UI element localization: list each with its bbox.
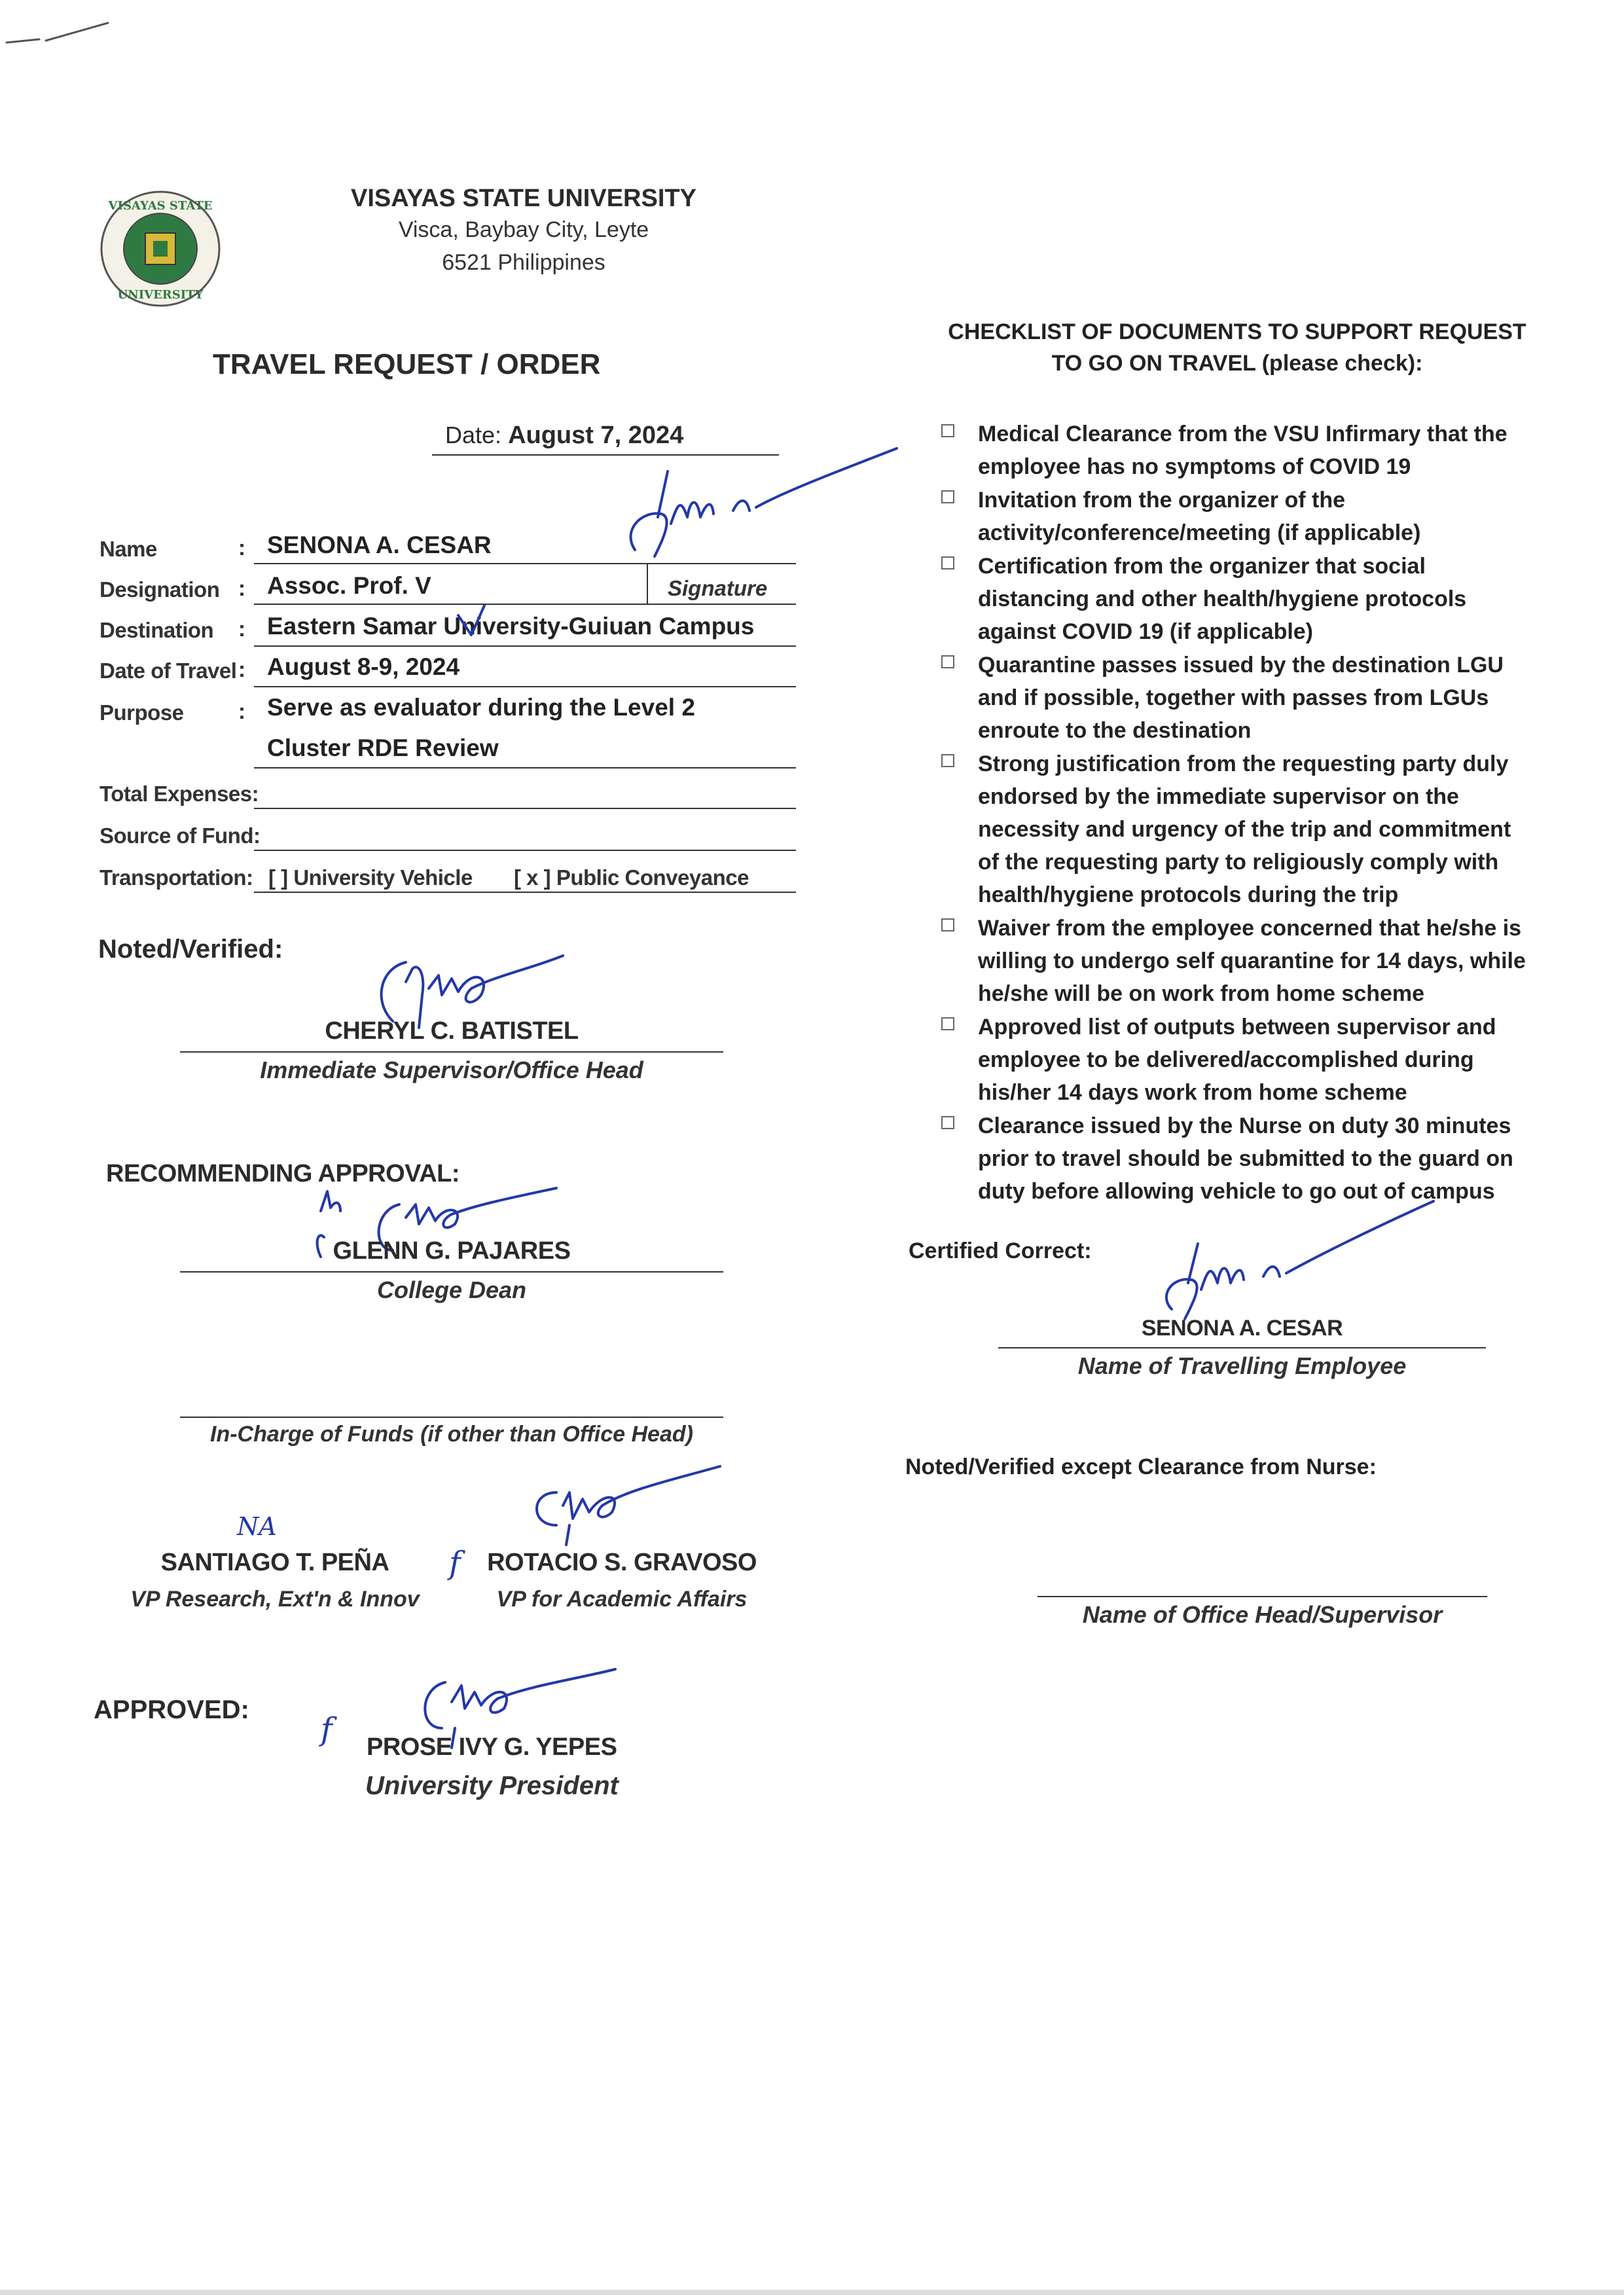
- checkbox[interactable]: [941, 1017, 954, 1030]
- approved-role: University President: [365, 1771, 619, 1800]
- transport-option-public-conveyance: [ x ] Public Conveyance: [514, 865, 749, 890]
- checklist-item-line: enroute to the destination: [978, 718, 1252, 743]
- checklist-item-line: Invitation from the organizer of the: [978, 488, 1346, 513]
- designation-underline: [254, 604, 796, 605]
- vp-research-role: VP Research, Ext'n & Innov: [130, 1587, 420, 1612]
- checklist-item-text: [978, 418, 1587, 483]
- noted-name: CHERYL C. BATISTEL: [325, 1017, 579, 1045]
- checklist-item-line: employee has no symptoms of COVID 19: [978, 454, 1411, 479]
- noted-verified-heading: Noted/Verified:: [98, 935, 283, 964]
- total-expenses-label: Total Expenses:: [99, 782, 259, 806]
- date-of-travel-colon: :: [238, 657, 245, 681]
- checklist-item-line: distancing and other health/hygiene protocols: [978, 587, 1467, 611]
- checkbox[interactable]: [941, 655, 954, 668]
- noted-role: Immediate Supervisor/Office Head: [260, 1057, 643, 1083]
- destination-label: Destination: [99, 618, 214, 642]
- checklist-item-line: Waiver from the employee concerned that he/she is: [978, 916, 1522, 941]
- checklist-item-line: employee to be delivered/accomplished during: [978, 1047, 1474, 1072]
- form-title: TRAVEL REQUEST / ORDER: [213, 348, 601, 380]
- recommending-name: GLENN G. PAJARES: [333, 1237, 571, 1265]
- recommending-role: College Dean: [376, 1276, 527, 1303]
- date-label: Date:: [445, 422, 502, 448]
- source-of-fund-underline: [254, 850, 796, 851]
- checklist-item-text: [978, 912, 1587, 1010]
- designation-colon: :: [238, 576, 245, 600]
- noted-signature-line: [180, 1051, 723, 1053]
- university-seal: [98, 190, 223, 308]
- checklist-item-line: necessity and urgency of the trip and commitment: [978, 817, 1511, 842]
- noted-except-role: Name of Office Head/Supervisor: [1082, 1601, 1443, 1628]
- vp-research-annotation: NA: [237, 1512, 277, 1541]
- checklist-item-line: Approved list of outputs between supervisor and: [978, 1015, 1496, 1039]
- vp-academic-signature: [511, 1453, 733, 1551]
- purpose-colon: :: [238, 699, 245, 723]
- transportation-underline: [254, 892, 796, 893]
- checklist-item-line: Medical Clearance from the VSU Infirmary that the: [978, 422, 1507, 446]
- checklist-item-text: [978, 649, 1587, 747]
- transport-option-university-vehicle: [ ] University Vehicle: [268, 865, 473, 890]
- svg-text:VISAYAS STATE: VISAYAS STATE: [108, 199, 213, 213]
- approved-name: PROSE IVY G. YEPES: [367, 1733, 617, 1761]
- requester-signature: [615, 445, 910, 576]
- name-label: Name: [99, 537, 157, 561]
- checklist-item-line: endorsed by the immediate supervisor on the: [978, 784, 1459, 809]
- checkbox[interactable]: [941, 490, 954, 503]
- date-of-travel-underline: [254, 686, 796, 687]
- vp-academic-annotation: f: [449, 1545, 461, 1581]
- checklist-title-line-2: TO GO ON TRAVEL (please check):: [1051, 351, 1423, 376]
- noted-except-heading: Noted/Verified except Clearance from Nurse:: [905, 1455, 1377, 1479]
- checkbox[interactable]: [941, 556, 954, 569]
- in-charge-role: In-Charge of Funds (if other than Office Head): [210, 1422, 693, 1447]
- purpose-underline: [254, 767, 796, 768]
- scan-mark: [0, 7, 118, 52]
- date-of-travel-label: Date of Travel: [99, 659, 237, 683]
- vp-academic-role: VP for Academic Affairs: [496, 1587, 748, 1612]
- checklist-item-line: Clearance issued by the Nurse on duty 30 minutes: [978, 1113, 1511, 1138]
- designation-value: Assoc. Prof. V: [267, 572, 431, 599]
- svg-text:UNIVERSITY: UNIVERSITY: [117, 288, 204, 302]
- purpose-value-line-1: Serve as evaluator during the Level 2: [267, 694, 695, 721]
- date-value: August 7, 2024: [508, 422, 684, 449]
- approved-annotation: f: [321, 1711, 333, 1748]
- source-of-fund-label: Source of Fund:: [99, 823, 261, 848]
- date-of-travel-value: August 8-9, 2024: [267, 653, 460, 680]
- checklist-item-line: Certification from the organizer that social: [978, 554, 1426, 579]
- certified-signature-line: [998, 1347, 1486, 1348]
- checkbox[interactable]: [941, 918, 954, 931]
- certified-role: Name of Travelling Employee: [1077, 1352, 1407, 1379]
- checklist-item-text: [978, 550, 1587, 648]
- university-name: VISAYAS STATE UNIVERSITY: [351, 185, 696, 212]
- vp-research-name: SANTIAGO T. PEÑA: [160, 1549, 389, 1576]
- checklist-item-line: Quarantine passes issued by the destination LGU: [978, 653, 1504, 678]
- checklist-item-line: prior to travel should be submitted to the guard on: [978, 1146, 1513, 1171]
- recommending-signature-line: [180, 1271, 723, 1273]
- checklist-item-text: [978, 484, 1587, 549]
- checklist-item-line: against COVID 19 (if applicable): [978, 619, 1314, 644]
- designation-label: Designation: [99, 577, 220, 602]
- destination-colon: :: [238, 617, 245, 641]
- checklist-item-line: Strong justification from the requesting party duly: [978, 751, 1509, 776]
- checkbox[interactable]: [941, 424, 954, 437]
- checklist-item-text: [978, 748, 1587, 911]
- transportation-label: Transportation:: [99, 865, 253, 890]
- name-value: SENONA A. CESAR: [267, 532, 492, 558]
- traveller-signature: [1152, 1198, 1440, 1329]
- approved-heading: APPROVED:: [94, 1695, 249, 1724]
- checklist-item-line: of the requesting party to religiously comply with: [978, 850, 1499, 875]
- checklist-item-text: [978, 1011, 1587, 1109]
- name-colon: :: [238, 535, 245, 560]
- checklist-item-line: health/hygiene protocols during the trip: [978, 882, 1399, 907]
- in-charge-signature-line: [180, 1417, 723, 1418]
- purpose-value-line-2: Cluster RDE Review: [267, 734, 499, 761]
- checklist-item-line: willing to undergo self quarantine for 14 days, while: [978, 949, 1526, 973]
- total-expenses-underline: [254, 808, 796, 809]
- scan-bottom-edge: [0, 2290, 1624, 2295]
- checklist-item-line: duty before allowing vehicle to go out of campus: [978, 1179, 1495, 1204]
- purpose-label: Purpose: [99, 700, 184, 725]
- destination-check-mark: [452, 602, 491, 648]
- destination-underline: [254, 645, 796, 647]
- address-line-2: 6521 Philippines: [442, 250, 605, 275]
- certified-correct-heading: Certified Correct:: [909, 1238, 1092, 1263]
- checkbox[interactable]: [941, 754, 954, 767]
- checklist-item-text: [978, 1110, 1587, 1208]
- noted-except-signature-line: [1038, 1596, 1487, 1597]
- destination-value: Eastern Samar University-Guiuan Campus: [267, 613, 755, 640]
- recommending-approval-heading: RECOMMENDING APPROVAL:: [106, 1160, 460, 1187]
- vp-academic-name: ROTACIO S. GRAVOSO: [487, 1549, 757, 1576]
- signature-label: Signature: [668, 576, 768, 600]
- checklist-title-line-1: CHECKLIST OF DOCUMENTS TO SUPPORT REQUEST: [948, 319, 1526, 344]
- checklist-item-line: activity/conference/meeting (if applicable): [978, 520, 1421, 545]
- checklist-item-line: he/she will be on work from home scheme: [978, 981, 1425, 1006]
- certified-name: SENONA A. CESAR: [1141, 1316, 1343, 1341]
- checkbox[interactable]: [941, 1116, 954, 1129]
- address-line-1: Visca, Baybay City, Leyte: [398, 217, 649, 242]
- checklist-item-line: his/her 14 days work from home scheme: [978, 1080, 1407, 1105]
- checklist-item-line: and if possible, together with passes from LGUs: [978, 685, 1489, 710]
